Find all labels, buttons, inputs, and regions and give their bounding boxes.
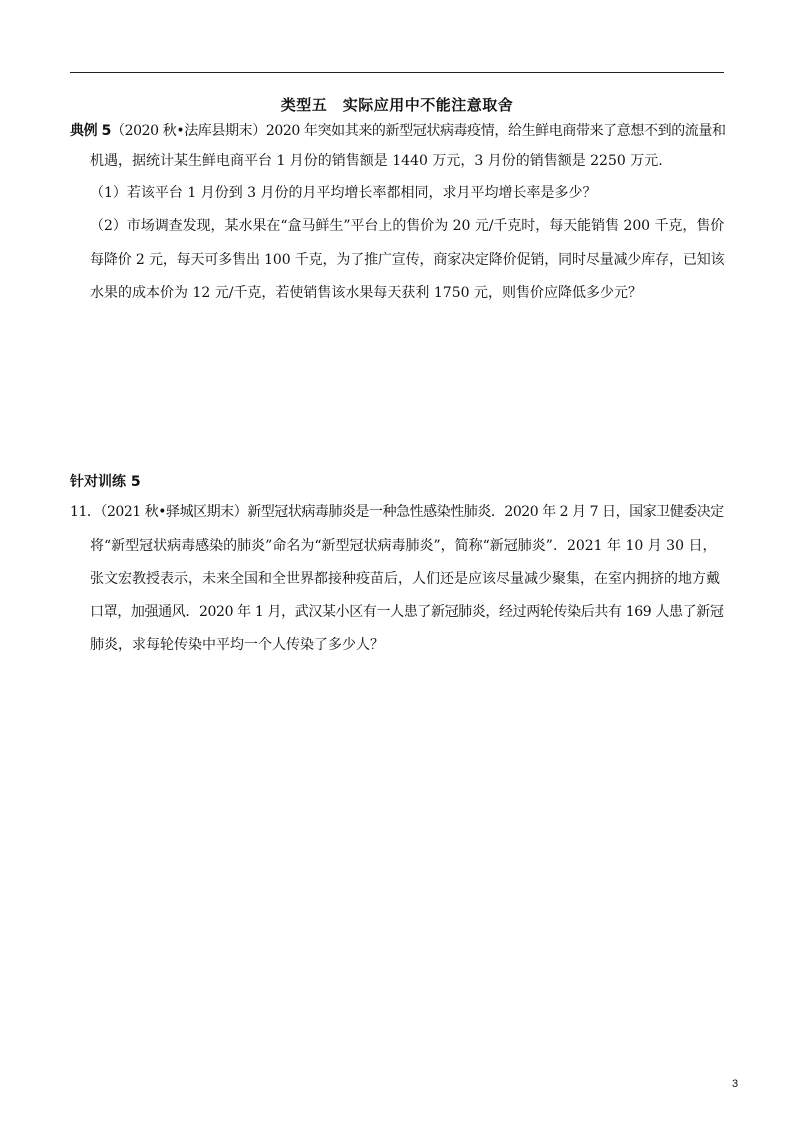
problem-11-line-5: 肺炎，求每轮传染中平均一个人传染了多少人？ bbox=[90, 637, 384, 653]
example-line-1 bbox=[70, 121, 726, 141]
problem-11-line-1: 11．（2021 秋•驿城区期末）新型冠状病毒肺炎是一种急性感染性肺炎．2020 年 2 月 7 日，国家卫健委决定 bbox=[70, 504, 724, 520]
example-text-1: （2020 秋•法库县期末）2020 年突如其来的新型冠状病毒疫情，给生鲜电商带来了意想不到的流量和 bbox=[111, 123, 726, 139]
problem-11-line-3: 张文宏教授表示，未来全国和全世界都接种疫苗后，人们还是应该尽量减少聚集，在室内拥挤的地方戴 bbox=[90, 571, 720, 587]
example-line-2: 机遇，据统计某生鲜电商平台 1 月份的销售额是 1440 万元，3 月份的销售额是 2250 万元. bbox=[90, 153, 663, 169]
problem-11-line-4: 口罩，加强通风．2020 年 1 月，武汉某小区有一人患了新冠肺炎，经过两轮传染后共有 169 人患了新冠 bbox=[90, 604, 724, 620]
example-label: 典例 5 bbox=[70, 123, 112, 139]
training-title: 针对训练 5 bbox=[70, 474, 141, 490]
header-rule bbox=[70, 72, 724, 73]
question-1: （1）若该平台 1 月份到 3 月份的月平均增长率都相同，求月平均增长率是多少？ bbox=[90, 185, 597, 201]
question-2-line-3: 水果的成本价为 12 元/千克，若使销售该水果每天获利 1750 元，则售价应降低多少元？ bbox=[90, 285, 642, 301]
page-number: 3 bbox=[732, 1078, 739, 1090]
problem-11-line-2: 将“新型冠状病毒感染的肺炎”命名为“新型冠状病毒肺炎”，简称“新冠肺炎”．2021 年 10 月 30 日， bbox=[90, 538, 717, 554]
section-title: 类型五 实际应用中不能注意取舍 bbox=[280, 96, 514, 114]
question-2-line-1: （2）市场调查发现，某水果在“盒马鲜生”平台上的售价为 20 元/千克时，每天能销售 200 千克，售价 bbox=[90, 218, 725, 234]
question-2-line-2: 每降价 2 元，每天可多售出 100 千克，为了推广宣传，商家决定降价促销，同时尽量减少库存，已知该 bbox=[90, 252, 725, 268]
